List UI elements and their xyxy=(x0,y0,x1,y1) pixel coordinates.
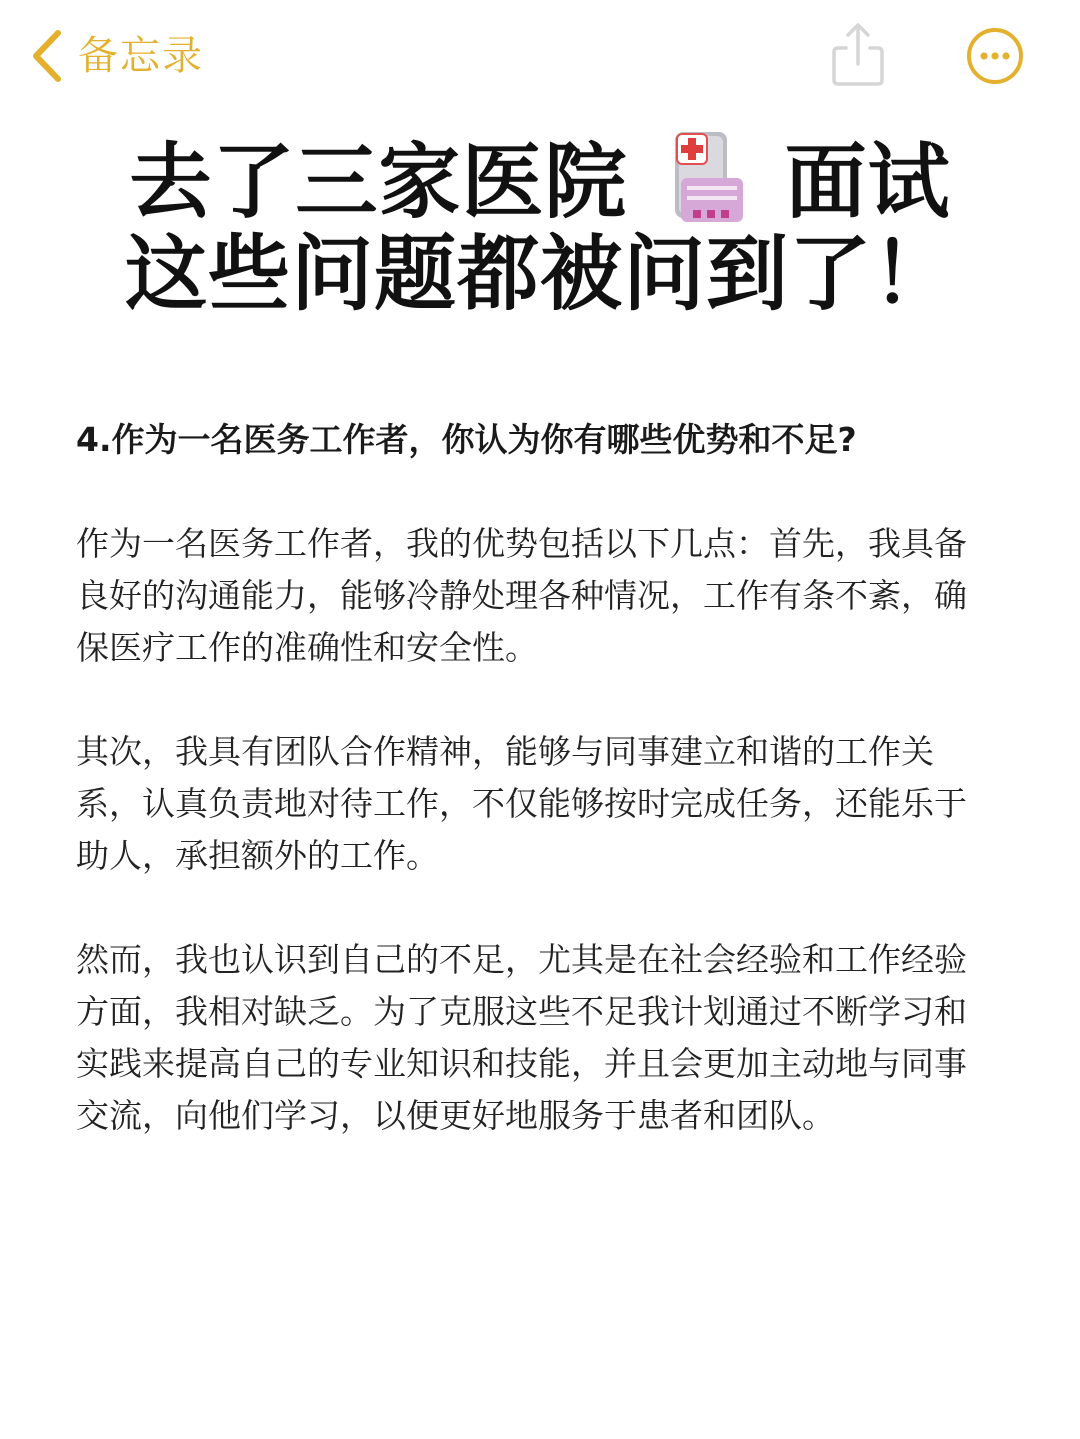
title-line-2: 这些问题都被问到了！ xyxy=(124,227,955,322)
title-line-1 xyxy=(0,128,1080,229)
back-label: 备忘录 xyxy=(78,33,204,79)
paragraph-teamwork: 其次，我具有团队合作精神，能够与同事建立和谐的工作关系，认真负责地对待工作，不仅能够按时完成任务，还能乐于助人，承担额外的工作。 xyxy=(76,732,967,875)
ellipsis-circle-icon xyxy=(966,70,1024,89)
more-button[interactable] xyxy=(966,27,1024,85)
note-title xyxy=(0,128,1080,321)
note-body[interactable] xyxy=(76,414,996,1194)
share-icon xyxy=(828,73,888,92)
paragraph-strengths: 作为一名医务工作者，我的优势包括以下几点：首先，我具备良好的沟通能力，能够冷静处理各种情况，工作有条不紊，确保医疗工作的准确性和安全性。 xyxy=(76,524,967,667)
navigation-bar xyxy=(0,0,1080,110)
back-button[interactable] xyxy=(30,28,204,84)
title-text-part-2: 面试 xyxy=(784,135,951,230)
title-text-part-1: 去了三家医院 xyxy=(129,135,628,230)
hospital-note-emoji xyxy=(663,128,749,224)
chevron-left-icon xyxy=(30,29,64,83)
share-button[interactable] xyxy=(828,20,888,88)
question-heading: 4.作为一名医务工作者，你认为你有哪些优势和不足? xyxy=(76,420,857,459)
paragraph-weaknesses: 然而，我也认识到自己的不足，尤其是在社会经验和工作经验方面，我相对缺乏。为了克服这些不足我计划通过不断学习和实践来提高自己的专业知识和技能，并且会更加主动地与同事交流，向他们学习，以便更好地服务于患者和团队。 xyxy=(76,940,967,1135)
